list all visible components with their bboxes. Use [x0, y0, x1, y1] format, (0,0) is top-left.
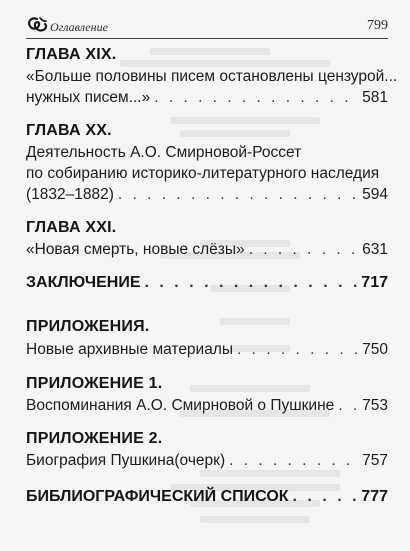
dot-leader	[249, 241, 358, 259]
toc-entry-bibliography[interactable]	[26, 488, 388, 506]
toc-page-number: 594	[362, 186, 388, 203]
toc-entry-appendices[interactable]	[26, 341, 388, 359]
running-header	[26, 15, 388, 37]
toc-entry-title: Воспоминания А.О. Смирновой о Пушкине	[26, 397, 335, 414]
toc-entry-title: Новые архивные материалы	[26, 341, 234, 358]
toc-entry-title: Биография Пушкина(очерк)	[26, 452, 226, 469]
toc-line-text: Деятельность А.О. Смирновой-Россет	[26, 144, 302, 161]
toc-entry-title: (1832–1882)	[26, 186, 114, 203]
dot-leader	[118, 186, 358, 204]
toc-heading-appendix-2: ПРИЛОЖЕНИЕ 2.	[26, 430, 163, 447]
toc-heading-appendices: ПРИЛОЖЕНИЯ.	[26, 318, 150, 335]
dot-leader	[229, 452, 358, 470]
toc-heading-chapter-21: ГЛАВА XXI.	[26, 219, 117, 236]
toc-line-text: «Больше половины писем остановлены цензурой...	[26, 68, 398, 85]
toc-page-number: 581	[362, 89, 388, 106]
toc-entry-chapter-19[interactable]	[26, 89, 388, 107]
toc-line	[26, 144, 388, 162]
toc-entry-title: нужных писем...»	[26, 89, 151, 106]
toc-line-text: по собиранию историко-литературного наследия	[26, 165, 380, 182]
toc-entry-appendix-2[interactable]	[26, 452, 388, 470]
toc-page-number: 717	[361, 274, 388, 291]
toc-entry-chapter-20[interactable]	[26, 186, 388, 204]
dot-leader	[293, 488, 358, 506]
toc-entry-title: «Новая смерть, новые слёзы»	[26, 241, 245, 258]
toc-heading-chapter-20: ГЛАВА XX.	[26, 122, 112, 139]
toc-heading-chapter-19: ГЛАВА XIX.	[26, 46, 117, 63]
toc-page-number: 753	[362, 397, 388, 414]
toc-page-number: 777	[361, 488, 388, 505]
toc-entry-appendix-1[interactable]	[26, 397, 388, 415]
script-logo-icon	[26, 16, 48, 36]
toc-line	[26, 165, 388, 183]
toc-page-number: 631	[362, 241, 388, 258]
toc-entry-title: БИБЛИОГРАФИЧЕСКИЙ СПИСОК	[26, 488, 289, 505]
toc-line	[26, 68, 398, 86]
dot-leader	[145, 274, 358, 292]
toc-entry-chapter-21[interactable]	[26, 241, 388, 259]
dot-leader	[338, 397, 358, 415]
section-title: Оглавление	[50, 20, 108, 34]
toc-page-number: 750	[362, 341, 388, 358]
page-number: 799	[367, 18, 388, 33]
dot-leader	[154, 89, 358, 107]
header-divider	[26, 38, 388, 39]
dot-leader	[237, 341, 358, 359]
toc-page-number: 757	[362, 452, 388, 469]
toc-heading-appendix-1: ПРИЛОЖЕНИЕ 1.	[26, 375, 163, 392]
toc-entry-title: ЗАКЛЮЧЕНИЕ	[26, 274, 141, 291]
toc-entry-conclusion[interactable]	[26, 274, 388, 292]
